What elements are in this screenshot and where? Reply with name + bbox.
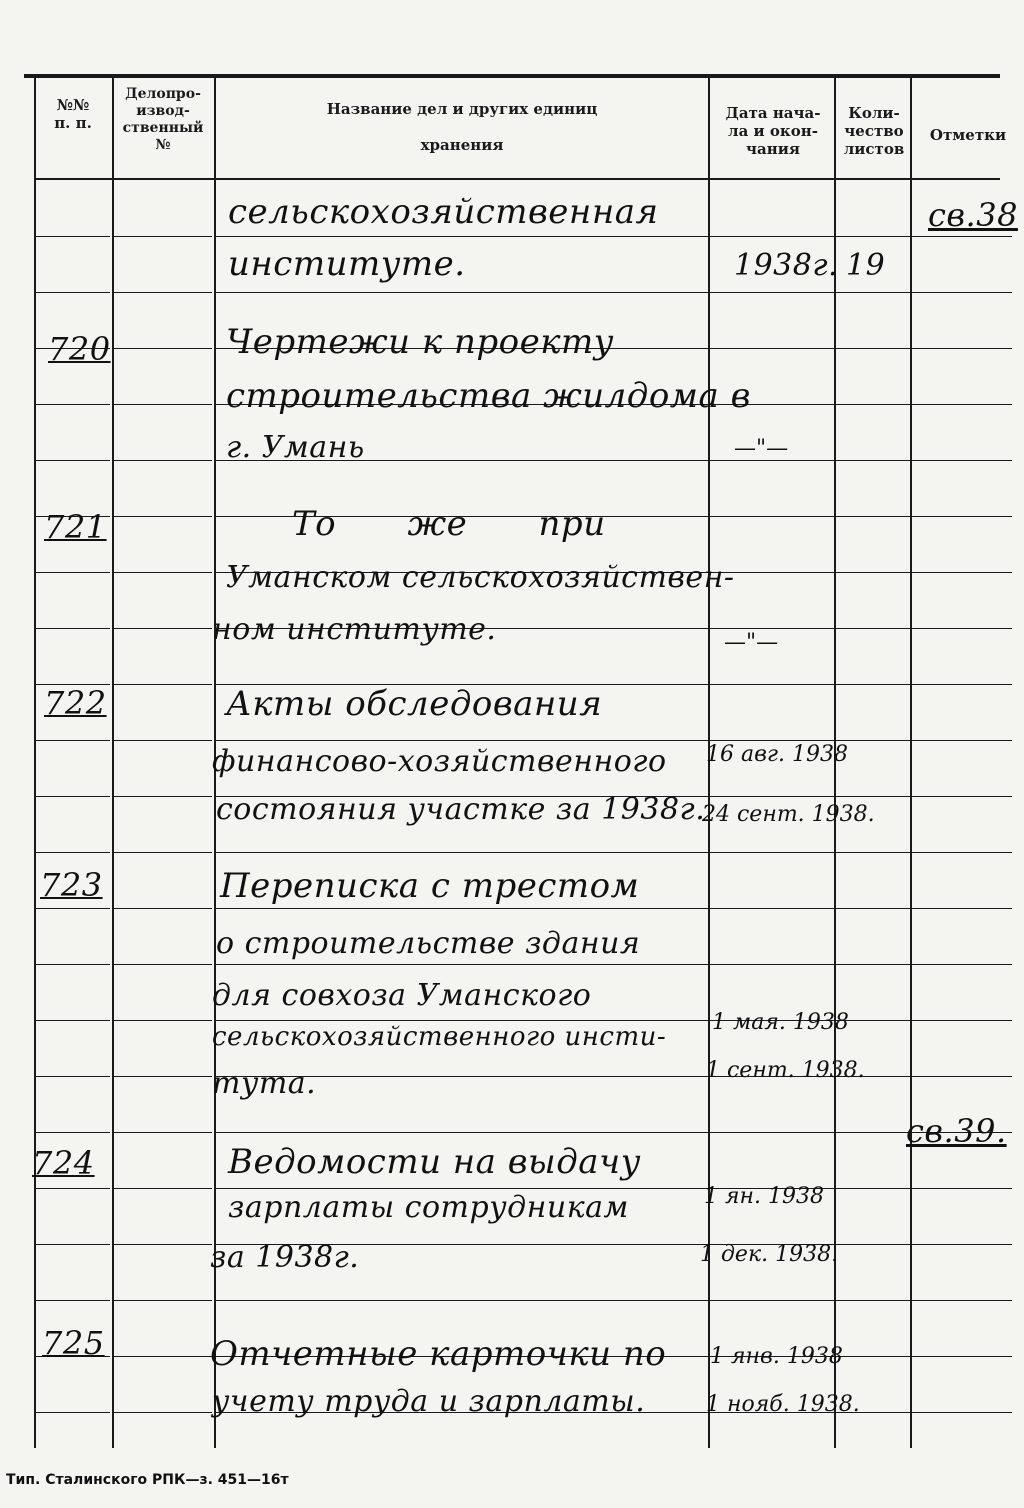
row-rule [34,628,110,629]
entry-date-end: 1 нояб. 1938. [706,1392,860,1417]
row-rule [834,1132,910,1133]
row-rule [834,1300,910,1301]
row-rule [34,852,110,853]
row-rule [112,684,212,685]
entry-number: 722 [44,684,107,722]
row-rule [214,1020,708,1021]
entry-date-end: 1 дек. 1938. [700,1242,839,1267]
row-rule [34,1412,110,1413]
row-rule [214,740,708,741]
row-rule [912,572,1012,573]
row-rule [112,292,212,293]
row-rule [112,796,212,797]
row-rule [834,628,910,629]
entry-number: 723 [40,866,103,904]
row-rule [912,460,1012,461]
row-rule [912,348,1012,349]
row-rule [112,628,212,629]
row-rule [834,964,910,965]
row-rule [834,404,910,405]
row-rule [834,348,910,349]
row-rule [112,404,212,405]
row-rule [112,852,212,853]
entry-title-line: Ведомости на выдачу [228,1142,641,1182]
entry-date-start: 16 авг. 1938 [706,742,849,767]
entry-number: 725 [42,1324,105,1362]
row-rule [912,1020,1012,1021]
row-rule [912,1300,1012,1301]
row-rule [708,964,834,965]
entry-date-end: 24 сент. 1938. [702,802,875,827]
entry-title-line: г. Умань [226,430,365,465]
header-col-number: №№ п. п. [54,96,92,132]
row-rule [214,1188,708,1189]
entry-title-line: Отчетные карточки по [210,1334,667,1374]
row-rule [34,1300,110,1301]
row-rule [912,852,1012,853]
row-rule [34,460,110,461]
row-rule [708,1300,834,1301]
row-rule [34,1020,110,1021]
entry-title-line: финансово-хозяйственного [212,744,667,779]
column-rule [910,78,912,1448]
entry-title-line: То же при [292,504,606,544]
row-rule [112,908,212,909]
row-rule [112,572,212,573]
entry-date: —"— [734,436,789,461]
entry-date-start: 1 мая. 1938 [712,1010,849,1035]
row-rule [34,796,110,797]
row-rule [708,628,834,629]
row-rule [834,796,910,797]
row-rule [834,236,910,237]
row-rule [34,292,110,293]
row-rule [112,964,212,965]
row-rule [112,236,212,237]
row-rule [112,348,212,349]
entry-title-line: зарплаты сотрудникам [228,1190,629,1225]
entry-title-line: Переписка с трестом [220,866,640,906]
row-rule [214,908,708,909]
row-rule [834,460,910,461]
row-rule [912,1244,1012,1245]
row-rule [708,740,834,741]
row-rule [834,908,910,909]
row-rule [214,852,708,853]
row-rule [34,236,110,237]
row-rule [834,1356,910,1357]
row-rule [912,404,1012,405]
row-rule [708,348,834,349]
bundle-note: св.39. [906,1112,1007,1150]
row-rule [912,1076,1012,1077]
row-rule [708,516,834,517]
entry-date: 1938г. [734,248,839,283]
entry-title-line: для совхоза Уманского [212,978,592,1013]
row-rule [34,572,110,573]
entry-title-line: строительства жилдома в [226,376,751,416]
row-rule [834,852,910,853]
row-rule [708,852,834,853]
row-rule [912,236,1012,237]
row-rule [214,964,708,965]
row-rule [34,1188,110,1189]
bundle-note: св.38 [928,196,1018,234]
entry-title-line: тута. [212,1066,317,1101]
row-rule [708,292,834,293]
row-rule [912,684,1012,685]
row-rule [834,684,910,685]
row-rule [34,1076,110,1077]
row-rule [112,1188,212,1189]
header-col-office-number: Делопро- извод- ственный № [122,86,204,153]
row-rule [214,236,708,237]
column-rule [34,78,36,1448]
entry-title-line: сельскохозяйственная [228,192,659,232]
entry-title-line: Чертежи к проекту [226,322,615,362]
row-rule [912,908,1012,909]
entry-title-line: Акты обследования [226,684,603,724]
entry-date-start: 1 янв. 1938 [710,1344,843,1369]
header-col-title: Название дел и других единиц хранения [326,100,598,154]
printer-imprint: Тип. Сталинского РПК—з. 451—16т [6,1472,289,1488]
row-rule [912,796,1012,797]
row-rule [912,964,1012,965]
row-rule [34,964,110,965]
entry-date-start: 1 ян. 1938 [704,1184,825,1209]
entry-title-line: о строительстве здания [216,926,641,961]
entry-title-line: учету труда и зарплаты. [212,1384,646,1419]
entry-date: —"— [724,630,779,655]
row-rule [112,1244,212,1245]
entry-title-line: институте. [228,244,466,284]
row-rule [112,460,212,461]
row-rule [112,740,212,741]
row-rule [34,1132,110,1133]
row-rule [708,1132,834,1133]
row-rule [834,1244,910,1245]
row-rule [912,1188,1012,1189]
row-rule [112,1412,212,1413]
row-rule [708,684,834,685]
entry-number: 721 [44,508,107,546]
entry-title-line: состояния участке за 1938г. [216,792,706,827]
row-rule [112,1076,212,1077]
row-rule [912,516,1012,517]
row-rule [34,1244,110,1245]
entry-title-line: сельскохозяйственного инсти- [212,1022,667,1052]
row-rule [112,1132,212,1133]
row-rule [214,1132,708,1133]
header-col-sheets: Коли- чество листов [843,104,905,158]
row-rule [912,740,1012,741]
entry-sheet-count: 19 [846,248,886,283]
row-rule [112,1356,212,1357]
row-rule [834,740,910,741]
column-rule [112,78,114,1448]
header-bottom-rule [34,178,1000,180]
row-rule [912,628,1012,629]
row-rule [34,404,110,405]
header-col-dates: Дата нача- ла и окон- чания [725,104,821,158]
row-rule [834,572,910,573]
row-rule [112,516,212,517]
entry-number: 720 [48,330,111,368]
row-rule [34,908,110,909]
row-rule [912,1412,1012,1413]
row-rule [708,236,834,237]
row-rule [214,1300,708,1301]
header-col-notes: Отметки [929,126,1007,144]
row-rule [834,1188,910,1189]
row-rule [214,292,708,293]
row-rule [834,292,910,293]
row-rule [112,1300,212,1301]
row-rule [834,516,910,517]
entry-number: 724 [32,1144,95,1182]
entry-title-line: Уманском сельскохозяйствен- [226,560,735,595]
row-rule [112,1020,212,1021]
entry-date-end: 1 сент. 1938. [706,1058,865,1083]
row-rule [708,796,834,797]
entry-title-line: за 1938г. [210,1240,360,1275]
table-top-rule [24,74,1000,78]
row-rule [912,292,1012,293]
row-rule [708,908,834,909]
entry-title-line: ном институте. [212,612,497,647]
row-rule [34,740,110,741]
row-rule [912,1356,1012,1357]
